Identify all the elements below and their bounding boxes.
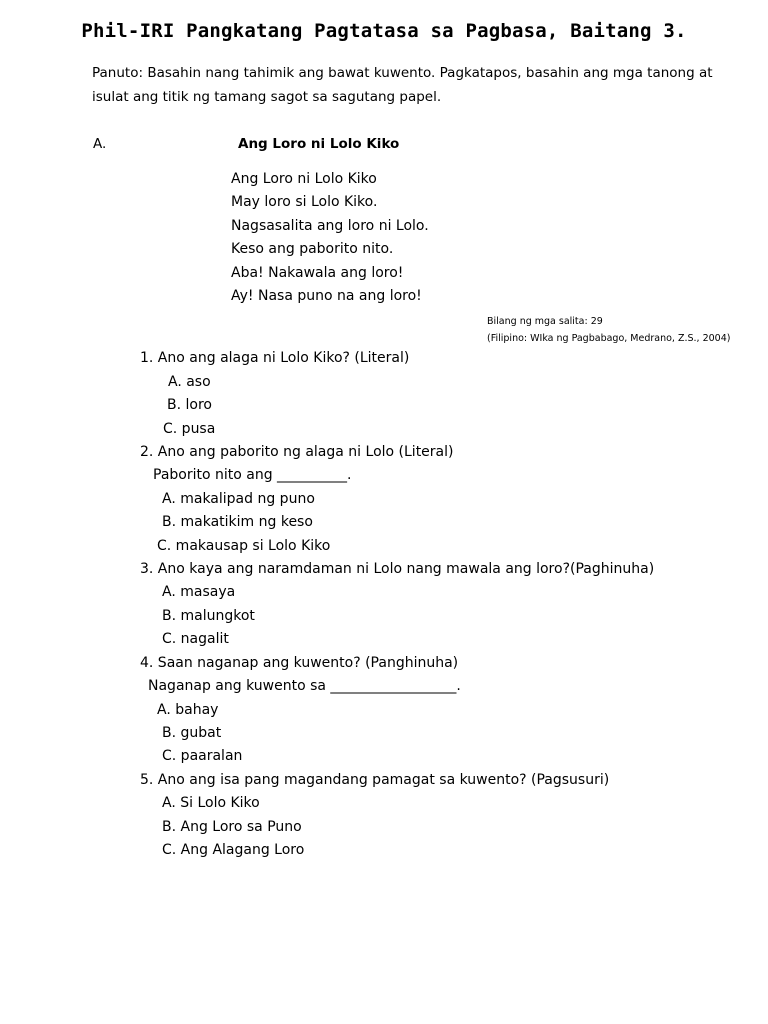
question-2-option-a: A. makalipad ng puno	[162, 491, 315, 507]
instructions-text-1: Basahin nang tahimik ang bawat kuwento. Pagkatapos, basahin ang mga tanong at	[147, 65, 713, 81]
story-title: Ang Loro ni Lolo Kiko	[238, 136, 400, 152]
question-4: 4. Saan naganap ang kuwento? (Panghinuha)	[140, 655, 459, 671]
question-4-option-b: B. gubat	[162, 725, 222, 741]
source-citation: (Filipino: WIka ng Pagbabago, Medrano, Z.S., 2004)	[487, 333, 731, 344]
question-2-prompt: Paborito nito ang __________.	[153, 467, 352, 483]
question-1: 1. Ano ang alaga ni Lolo Kiko? (Literal)	[140, 350, 410, 366]
question-5: 5. Ano ang isa pang magandang pamagat sa kuwento? (Pagsusuri)	[140, 772, 610, 788]
story-line: Ay! Nasa puno na ang loro!	[231, 288, 422, 304]
story-line: Aba! Nakawala ang loro!	[231, 265, 404, 281]
question-5-option-b: B. Ang Loro sa Puno	[162, 819, 302, 835]
question-2-option-b: B. makatikim ng keso	[162, 514, 313, 530]
question-2-option-c: C. makausap si Lolo Kiko	[157, 538, 331, 554]
question-2: 2. Ano ang paborito ng alaga ni Lolo (Literal)	[140, 444, 454, 460]
story-line: Ang Loro ni Lolo Kiko	[231, 171, 377, 187]
section-letter: A.	[93, 136, 107, 152]
question-3-option-a: A. masaya	[162, 584, 236, 600]
question-1-option-b: B. loro	[167, 397, 212, 413]
question-3-option-c: C. nagalit	[162, 631, 229, 647]
story-line: May loro si Lolo Kiko.	[231, 194, 378, 210]
question-4-prompt: Naganap ang kuwento sa __________________.	[148, 678, 461, 694]
page-title: Phil-IRI Pangkatang Pagtatasa sa Pagbasa, Baitang 3.	[81, 20, 687, 42]
question-1-option-c: C. pusa	[163, 421, 216, 437]
question-1-option-a: A. aso	[168, 374, 211, 390]
instructions-line-1	[92, 65, 713, 81]
question-3: 3. Ano kaya ang naramdaman ni Lolo nang mawala ang loro?(Paghinuha)	[140, 561, 655, 577]
question-5-option-a: A. Si Lolo Kiko	[162, 795, 260, 811]
word-count: Bilang ng mga salita: 29	[487, 316, 603, 327]
question-4-option-c: C. paaralan	[162, 748, 243, 764]
instructions-line-2: isulat ang titik ng tamang sagot sa sagutang papel.	[92, 89, 442, 105]
instructions-label: Panuto:	[92, 65, 144, 81]
question-3-option-b: B. malungkot	[162, 608, 255, 624]
story-line: Keso ang paborito nito.	[231, 241, 394, 257]
story-line: Nagsasalita ang loro ni Lolo.	[231, 218, 429, 234]
question-4-option-a: A. bahay	[157, 702, 219, 718]
question-5-option-c: C. Ang Alagang Loro	[162, 842, 305, 858]
